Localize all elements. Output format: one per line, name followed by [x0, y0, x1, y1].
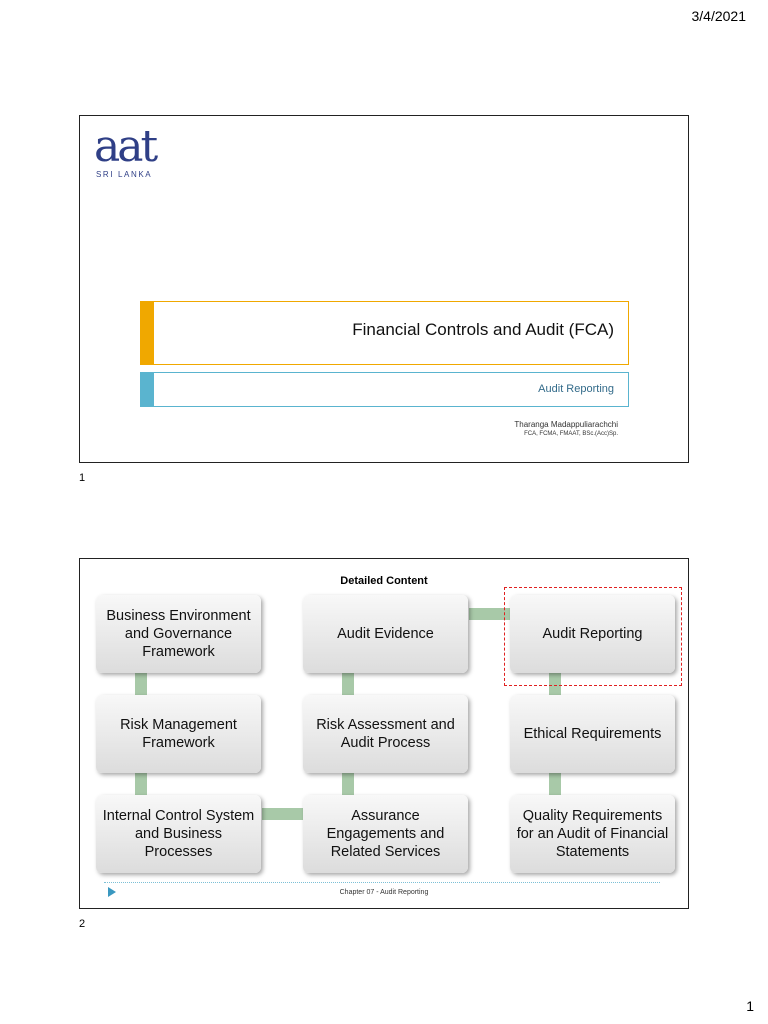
connector	[342, 773, 354, 797]
topic-box: Risk Assessment and Audit Process	[303, 695, 468, 773]
subtitle-bar	[140, 372, 629, 407]
footer-divider	[104, 882, 660, 883]
subtitle-accent	[140, 372, 154, 407]
author-name: Tharanga Madappuliarachchi	[514, 420, 618, 429]
logo-wordmark: aat	[94, 121, 156, 172]
author-credentials: FCA, FCMA, FMAAT, BSc.(Acc)Sp.	[524, 431, 618, 437]
topic-box: Audit Evidence	[303, 595, 468, 673]
slide-2-title: Detailed Content	[340, 575, 428, 587]
topic-box-current: Audit Reporting	[510, 595, 675, 673]
topic-box: Business Environment and Governance Framework	[96, 595, 261, 673]
connector	[262, 808, 304, 820]
connector	[135, 773, 147, 797]
slide-number-1: 1	[79, 472, 86, 484]
topic-box: Ethical Requirements	[510, 695, 675, 773]
connector	[549, 773, 561, 797]
logo-subtitle: SRI LANKA	[96, 170, 153, 179]
slide-footer: Chapter 07 - Audit Reporting	[339, 889, 429, 896]
page-number: 1	[746, 998, 754, 1014]
title-accent	[140, 301, 154, 365]
slide-subtitle: Audit Reporting	[538, 383, 614, 395]
topic-box: Quality Requirements for an Audit of Financial Statements	[510, 795, 675, 873]
connector	[342, 673, 354, 697]
slide-number-2: 2	[79, 918, 86, 930]
current-topic-highlight	[504, 587, 682, 686]
connector	[135, 673, 147, 697]
print-date: 3/4/2021	[691, 8, 746, 24]
aat-logo	[94, 121, 164, 188]
slide-1	[79, 115, 689, 463]
slide-2	[79, 558, 689, 909]
topic-box: Risk Management Framework	[96, 695, 261, 773]
title-bar	[140, 301, 629, 365]
topic-box: Internal Control System and Business Processes	[96, 795, 261, 873]
author-block	[514, 420, 618, 437]
topic-box: Assurance Engagements and Related Services	[303, 795, 468, 873]
slide-title: Financial Controls and Audit (FCA)	[352, 320, 614, 339]
